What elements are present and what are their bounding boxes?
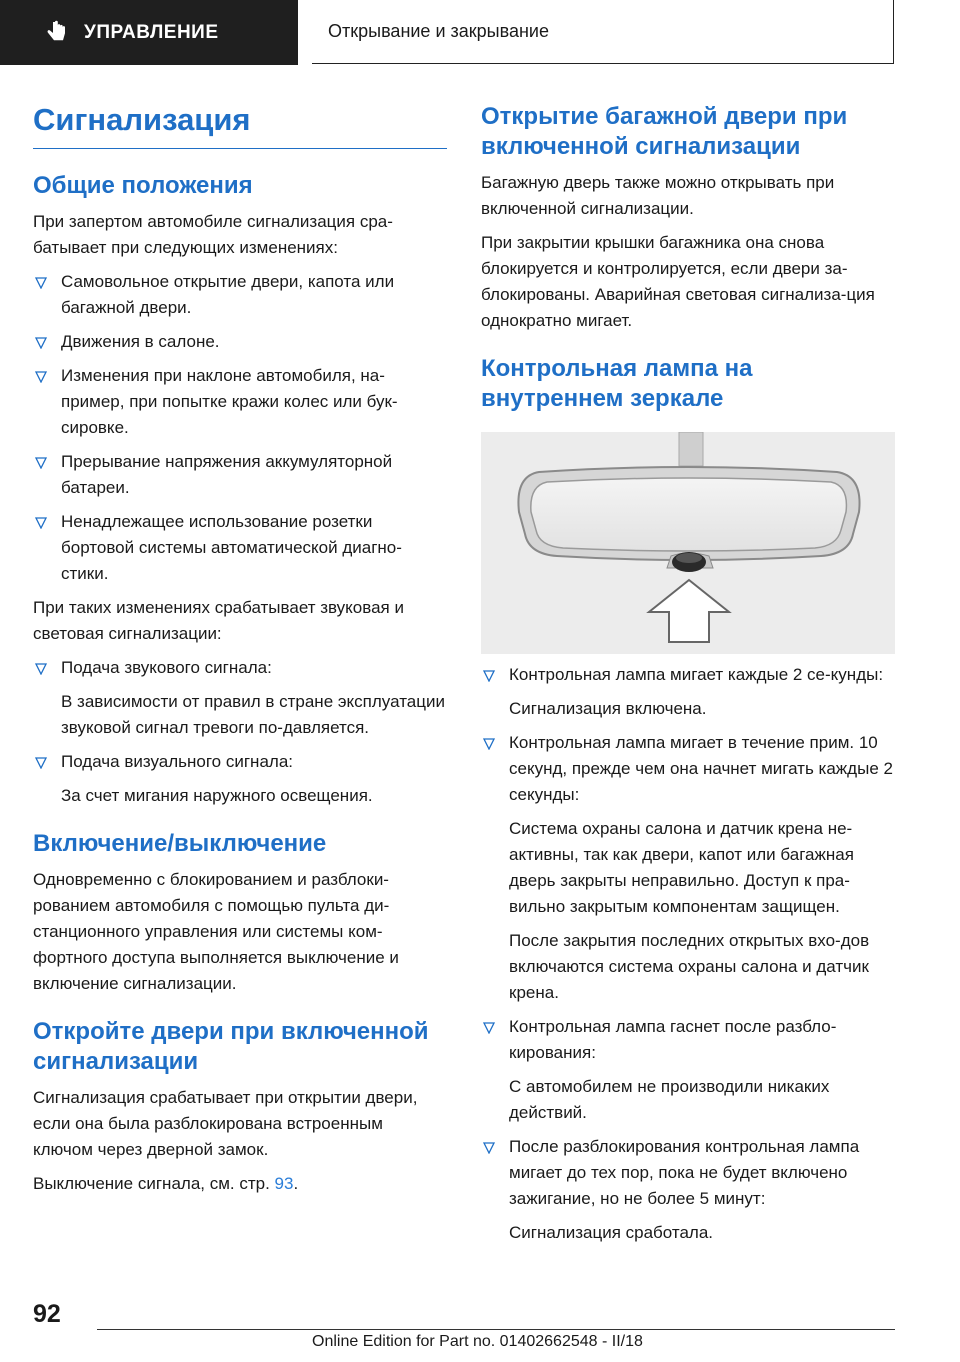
section-title: Открывание и закрывание: [328, 21, 549, 41]
list-item: Самовольное открытие двери, капота или багажной двери.: [33, 269, 447, 321]
bullet-triangle-icon: [35, 663, 47, 675]
onoff-text: Одновременно с блокированием и разблоки-рованием автомобиля с помощью пульта ди-станционного управления или системы ком-фортного доступа выполняется выключение и включение сигнализации.: [33, 870, 399, 993]
general-list: [33, 269, 447, 587]
right-column: [481, 102, 895, 1246]
list-item: Прерывание напряжения аккумуляторной батареи.: [33, 449, 447, 501]
list-item: Изменения при наклоне автомобиля, на-пример, при попытке кражи колес или бук-сировке.: [33, 363, 447, 441]
signal-list: [33, 655, 447, 809]
general-heading: Общие положения: [33, 172, 253, 199]
onoff-heading: Включение/выключение: [33, 830, 327, 857]
chapter-title: УПРАВЛЕНИЕ: [84, 21, 219, 43]
list-item: Контрольная лампа мигает каждые 2 се-кунды: Сигнализация включена.: [481, 662, 895, 722]
bullet-triangle-icon: [483, 1022, 495, 1034]
list-item: Контрольная лампа мигает в течение прим. 10 секунд, прежде чем она начнет мигать каждые 2 секунды: Система охраны салона и датчик крена не-активны, так как двери, капот или багажная дверь закрыты неправильно. Доступ к пра-вильно закрытым компонентам защищен. После закрытия последних открытых вхо-дов включаются система охраны салона и датчик крена.: [481, 730, 895, 1006]
bullet-triangle-icon: [483, 670, 495, 682]
bullet-triangle-icon: [35, 517, 47, 529]
rearview-mirror-image: [481, 432, 895, 654]
doors-text: Сигнализация срабатывает при открытии двери, если она была разблокирована встроенным ключом через дверной замок.: [33, 1088, 418, 1159]
mirror-illustration: [481, 432, 895, 654]
signal-intro: При таких изменениях срабатывает звуковая и световая сигнализации:: [33, 598, 404, 643]
list-item: После разблокирования контрольная лампа мигает до тех пор, пока не будет включено зажигание, но не более 5 минут: Сигнализация сработала.: [481, 1134, 895, 1246]
list-item: Ненадлежащее использование розетки бортовой системы автоматической диагно-стики.: [33, 509, 447, 587]
footer-divider: [97, 1329, 895, 1330]
page-reference-link[interactable]: 93: [274, 1174, 294, 1193]
bullet-triangle-icon: [483, 1142, 495, 1154]
list-item: Контрольная лампа гаснет после разбло-кирования: С автомобилем не производили никаких действий.: [481, 1014, 895, 1126]
list-item: Движения в салоне.: [33, 329, 447, 355]
bullet-triangle-icon: [35, 457, 47, 469]
trunk-text-2: При закрытии крышки багажника она снова блокируется и контролируется, если двери за-блокированы. Аварийная световая сигнализа-ция однократно мигает.: [481, 233, 875, 330]
section-tab: [312, 0, 894, 64]
trunk-heading: Открытие багажной двери при включенной сигнализации: [481, 103, 848, 160]
hand-pointer-icon: [42, 19, 70, 47]
doors-reference: Выключение сигнала, см. стр. 93.: [33, 1174, 299, 1193]
lamp-heading: Контрольная лампа на внутреннем зеркале: [481, 355, 753, 412]
trunk-text-1: Багажную дверь также можно открывать при включенной сигнализации.: [481, 173, 835, 218]
chapter-tab: [0, 0, 298, 65]
lamp-list: [481, 662, 895, 1246]
bullet-triangle-icon: [35, 277, 47, 289]
page-number: 92: [33, 1300, 61, 1328]
doors-heading: Откройте двери при включенной сигнализации: [33, 1018, 429, 1075]
page-title: Сигнализация: [33, 102, 447, 149]
list-item: Подача звукового сигнала: В зависимости от правил в стране эксплуатации звуковой сигнал тревоги по-давляется.: [33, 655, 447, 741]
edition-note: Online Edition for Part no. 01402662548 - II/18: [312, 1333, 643, 1350]
general-intro: При запертом автомобиле сигнализация сра-батывает при следующих изменениях:: [33, 212, 393, 257]
bullet-triangle-icon: [35, 371, 47, 383]
bullet-triangle-icon: [35, 337, 47, 349]
list-item: Подача визуального сигнала: За счет мигания наружного освещения.: [33, 749, 447, 809]
bullet-triangle-icon: [483, 738, 495, 750]
bullet-triangle-icon: [35, 757, 47, 769]
left-column: [33, 102, 447, 1197]
